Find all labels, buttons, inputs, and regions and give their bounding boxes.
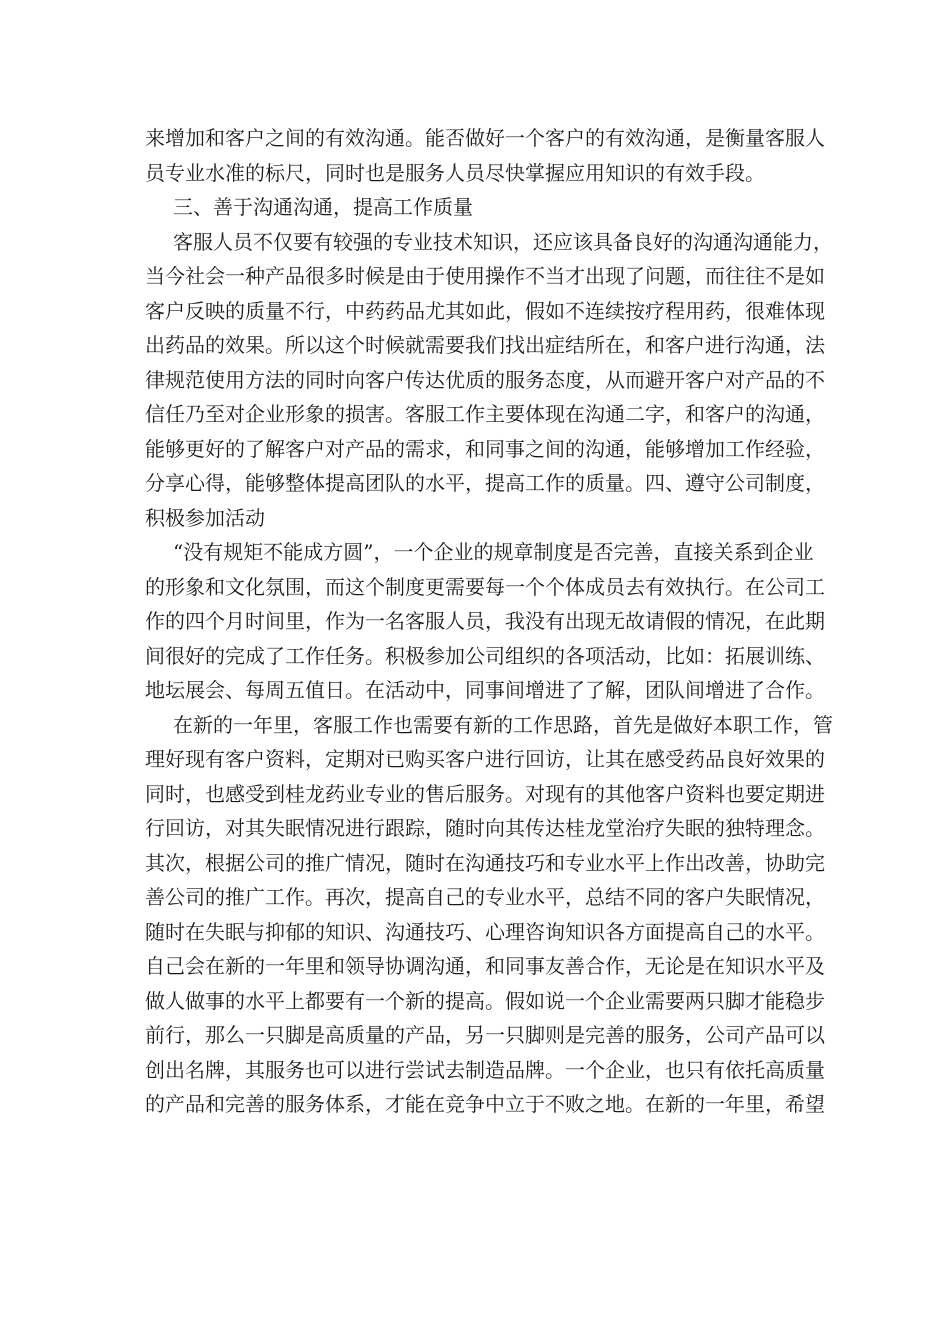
text-line: 的产品和完善的服务体系，才能在竞争中立于不败之地。在新的一年里，希望 xyxy=(145,1092,825,1116)
text-line: 间很好的完成了工作任务。积极参加公司组织的各项活动，比如：拓展训练、 xyxy=(145,643,825,668)
text-line: 客服人员不仅要有较强的专业技术知识，还应该具备良好的沟通沟通能力， xyxy=(173,229,833,254)
text-line: 当今社会一种产品很多时候是由于使用操作不当才出现了问题，而往往不是如 xyxy=(145,264,825,288)
text-line: 随时在失眠与抑郁的知识、沟通技巧、心理咨询知识各方面提高自己的水平。 xyxy=(145,919,825,944)
document-body xyxy=(145,121,833,1122)
text-line: 理好现有客户资料，定期对已购买客户进行回访，让其在感受药品良好效果的 xyxy=(145,747,825,771)
text-line: 出药品的效果。所以这个时候就需要我们找出症结所在，和客户进行沟通，法 xyxy=(145,333,825,357)
text-line: 做人做事的水平上都要有一个新的提高。假如说一个企业需要两只脚才能稳步 xyxy=(145,988,825,1013)
text-line: 能够更好的了解客户对产品的需求，和同事之间的沟通，能够增加工作经验， xyxy=(145,436,825,461)
text-line: 同时，也感受到桂龙药业专业的售后服务。对现有的其他客户资料也要定期进 xyxy=(145,781,825,806)
text-line: 在新的一年里，客服工作也需要有新的工作思路，首先是做好本职工作，管 xyxy=(173,712,833,737)
text-line: 前行，那么一只脚是高质量的产品，另一只脚则是完善的服务，公司产品可以 xyxy=(145,1023,825,1047)
text-line: 律规范使用方法的同时向客户传达优质的服务态度，从而避开客户对产品的不 xyxy=(145,367,825,392)
text-line: “没有规矩不能成方圆”，一个企业的规章制度是否完善，直接关系到企业 xyxy=(173,540,814,564)
text-line: 地坛展会、每周五值日。在活动中，同事间增进了了解，团队间增进了合作。 xyxy=(145,678,825,702)
text-line: 客户反映的质量不行，中药药品尤其如此，假如不连续按疗程用药，很难体现 xyxy=(145,298,825,323)
text-line: 积极参加活动 xyxy=(145,505,265,530)
text-line: 自己会在新的一年里和领导协调沟通，和同事友善合作，无论是在知识水平及 xyxy=(145,954,825,978)
text-line: 来增加和客户之间的有效沟通。能否做好一个客户的有效沟通，是衡量客服人 xyxy=(145,126,825,150)
text-line: 员专业水准的标尺，同时也是服务人员尽快掌握应用知识的有效手段。 xyxy=(145,160,765,185)
text-line: 其次，根据公司的推广情况，随时在沟通技巧和专业水平上作出改善，协助完 xyxy=(145,850,825,875)
text-line: 行回访，对其失眠情况进行跟踪，随时向其传达桂龙堂治疗失眠的独特理念。 xyxy=(145,816,825,840)
text-line: 信任乃至对企业形象的损害。客服工作主要体现在沟通二字，和客户的沟通， xyxy=(145,402,825,426)
text-line: 创出名牌，其服务也可以进行尝试去制造品牌。一个企业，也只有依托高质量 xyxy=(145,1057,825,1082)
text-line: 三、善于沟通沟通，提高工作质量 xyxy=(173,195,473,219)
text-line: 善公司的推广工作。再次，提高自己的专业水平，总结不同的客户失眠情况， xyxy=(145,885,825,909)
text-line: 的形象和文化氛围，而这个制度更需要每一个个体成员去有效执行。在公司工 xyxy=(145,574,825,599)
text-line: 分享心得，能够整体提高团队的水平，提高工作的质量。四、遵守公司制度， xyxy=(145,471,825,495)
text-line: 作的四个月时间里，作为一名客服人员，我没有出现无故请假的情况，在此期 xyxy=(145,609,825,633)
